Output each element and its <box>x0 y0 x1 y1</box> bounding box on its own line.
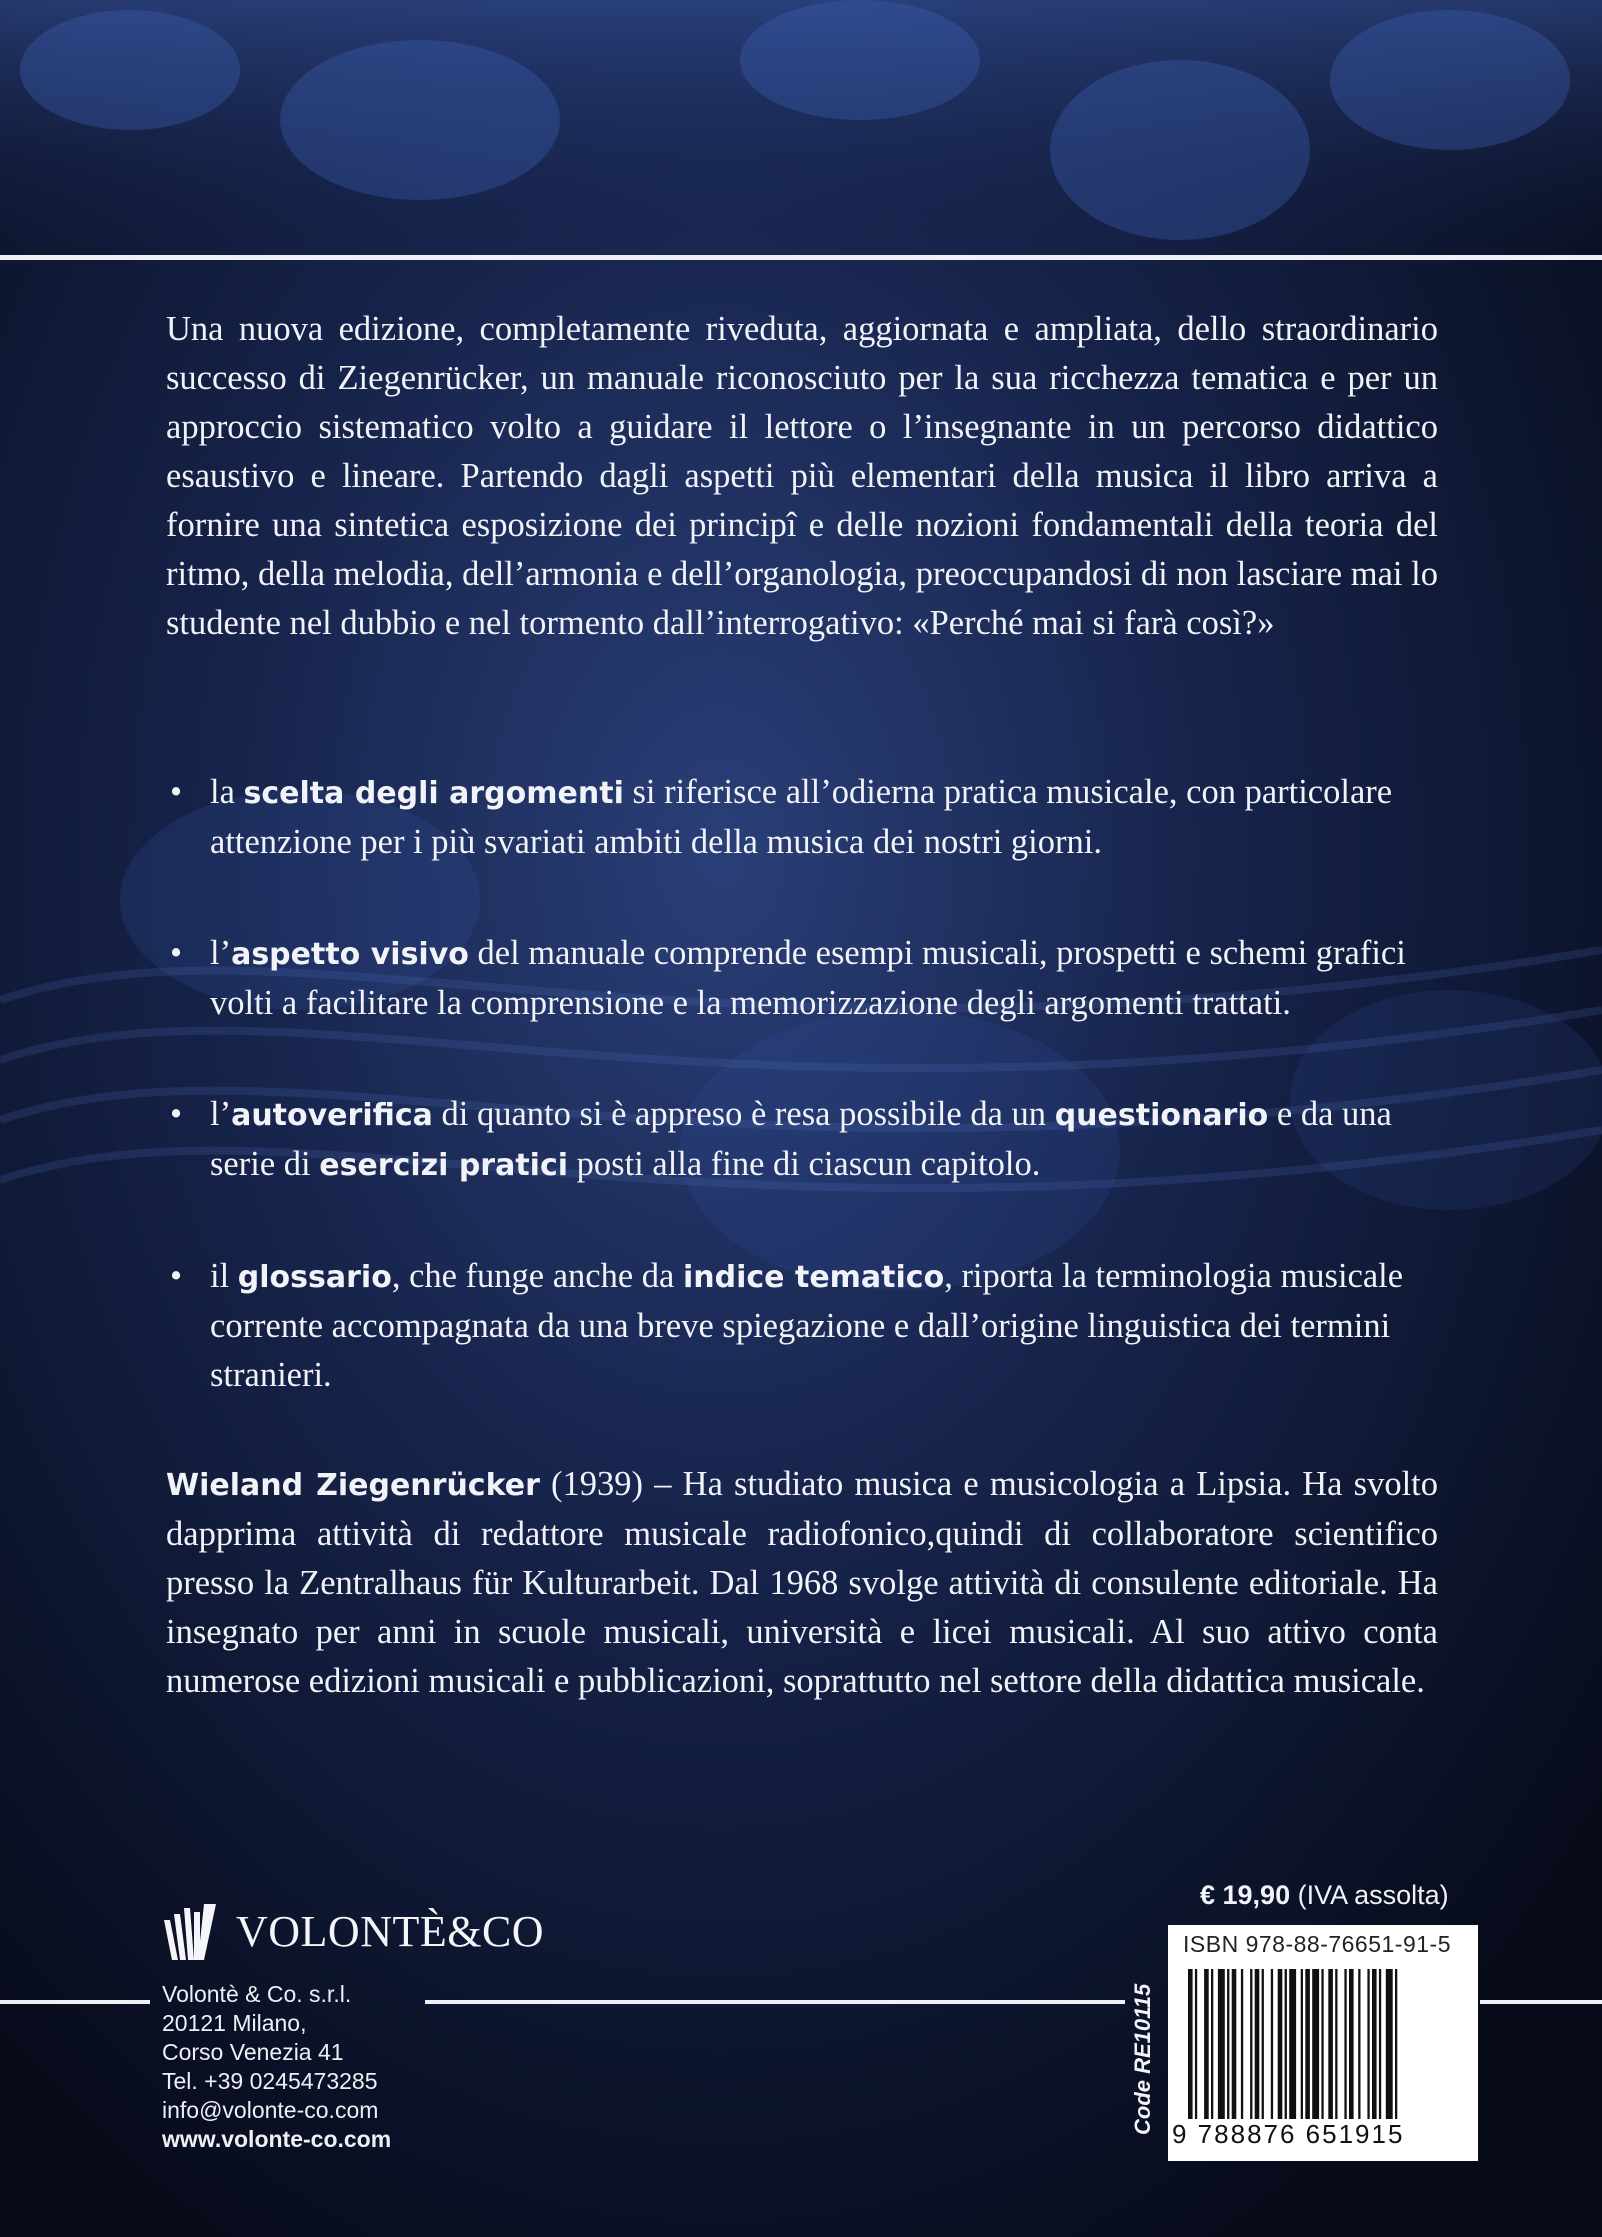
author-bio: Wieland Ziegenrücker (1939) – Ha studiato musica e musicologia a Lipsia. Ha svolto dapprima attività di redattore musicale radiofonico,quindi di collaboratore scientifico presso la Zentralhaus für Kulturarbeit. Dal 1968 svolge attività di consulente editoriale. Ha insegnato per anni in scuole musicali, università e licei musicali. Al suo attivo conta numerose edizioni musicali e pubblicazioni, soprattutto nel settore della didattica musicale. <box>166 1465 1439 1700</box>
feature-item: • il glossario, che funge anche da indice tematico, riporta la terminologia musicale corrente accompagnata da una breve spiegazione e dall’origine linguistica dei termini stranieri. <box>166 1252 1438 1400</box>
barcode-bar <box>1379 1969 1381 2119</box>
top-divider <box>0 255 1602 260</box>
bullet-icon: • <box>170 773 183 811</box>
publisher-logo-text: VOLONTÈ&CO <box>236 1907 545 1956</box>
barcode-icon <box>1182 1969 1462 2127</box>
barcode-bar <box>1218 1969 1225 2119</box>
website: www.volonte-co.com <box>162 2126 392 2152</box>
barcode-bar <box>1232 1969 1237 2119</box>
phone: Tel. +39 0245473285 <box>162 2068 378 2094</box>
bullet-icon: • <box>170 934 183 972</box>
barcode-bar <box>1321 1969 1323 2119</box>
price <box>1200 1880 1449 1911</box>
barcode-bar <box>1395 1969 1397 2119</box>
barcode-bar <box>1301 1969 1303 2119</box>
publisher-address <box>162 1980 462 2154</box>
publisher-logo <box>160 1902 545 1962</box>
company-name: Volontè & Co. s.r.l. <box>162 1981 352 2007</box>
barcode-bar <box>1305 1969 1310 2119</box>
barcode-bar <box>1372 1969 1377 2119</box>
product-code: Code RE10115 <box>1130 1983 1155 2135</box>
email: info@volonte-co.com <box>162 2097 379 2123</box>
isbn: ISBN 978-88-76651-91-5 <box>1183 1931 1451 1957</box>
barcode-bar <box>1255 1969 1260 2119</box>
barcode-bar <box>1262 1969 1264 2119</box>
barcode-bar <box>1204 1969 1209 2119</box>
barcode-bar <box>1250 1969 1252 2119</box>
barcode-bar <box>1227 1969 1229 2119</box>
publisher-logo-icon <box>160 1902 220 1962</box>
bullet-icon: • <box>170 1257 183 1295</box>
barcode-bar <box>1328 1969 1333 2119</box>
barcode-digits: 9 788876 651915 <box>1172 2119 1405 2149</box>
barcode-bar <box>1271 1969 1273 2119</box>
barcode-bar <box>1335 1969 1337 2119</box>
barcode-bar <box>1289 1969 1296 2119</box>
feature-item: • la scelta degli argomenti si riferisce all’odierna pratica musicale, con particolare attenzione per i più svariati ambiti della musica dei nostri giorni. <box>166 768 1438 867</box>
barcode-bar <box>1195 1969 1197 2119</box>
bullet-icon: • <box>170 1095 183 1133</box>
address-city: 20121 Milano, <box>162 2010 307 2036</box>
price-amount: € 19,90 <box>1200 1880 1291 1910</box>
bottom-divider <box>0 2000 150 2004</box>
bottom-divider <box>1480 2000 1602 2004</box>
price-note: (IVA assolta) <box>1290 1880 1449 1910</box>
feature-item: • l’aspetto visivo del manuale comprende esempi musicali, prospetti e schemi grafici volti a facilitare la comprensione e la memorizzazione degli argomenti trattati. <box>166 929 1438 1028</box>
bottom-divider <box>425 2000 1125 2004</box>
barcode-bar <box>1278 1969 1283 2119</box>
address-street: Corso Venezia 41 <box>162 2039 344 2065</box>
feature-list <box>166 768 1438 1462</box>
intro-paragraph: Una nuova edizione, completamente riveduta, aggiornata e ampliata, dello straordinario successo di Ziegenrücker, un manuale riconosciuto per la sua ricchezza tematica e per un approccio sistematico volto a guidare il lettore o l’insegnante in un percorso didattico esaustivo e lineare. Partendo dagli aspetti più elementari della musica il libro arriva a fornire una sintetica esposizione dei principî e delle nozioni fondamentali della teoria del ritmo, della melodia, dell’armonia e dell’organologia, preoccupandosi di non lasciare mai lo studente nel dubbio e nel tormento dall’interrogativo: «Perché mai si farà così?» <box>166 310 1438 642</box>
barcode-bar <box>1386 1969 1393 2119</box>
barcode-bar <box>1367 1969 1369 2119</box>
feature-item: • l’autoverifica di quanto si è appreso è resa possibile da un questionario e da una serie di esercizi pratici posti alla fine di ciascun capitolo. <box>166 1090 1438 1190</box>
barcode-panel <box>1168 1925 1478 2161</box>
barcode-bar <box>1211 1969 1213 2119</box>
barcode-bar <box>1358 1969 1360 2119</box>
barcode-bar <box>1349 1969 1354 2119</box>
barcode-bar <box>1312 1969 1319 2119</box>
barcode-bar <box>1188 1969 1193 2119</box>
barcode-bar <box>1344 1969 1346 2119</box>
barcode-bar <box>1241 1969 1243 2119</box>
author-name: Wieland Ziegenrücker <box>166 1468 540 1503</box>
barcode-bar <box>1285 1969 1287 2119</box>
